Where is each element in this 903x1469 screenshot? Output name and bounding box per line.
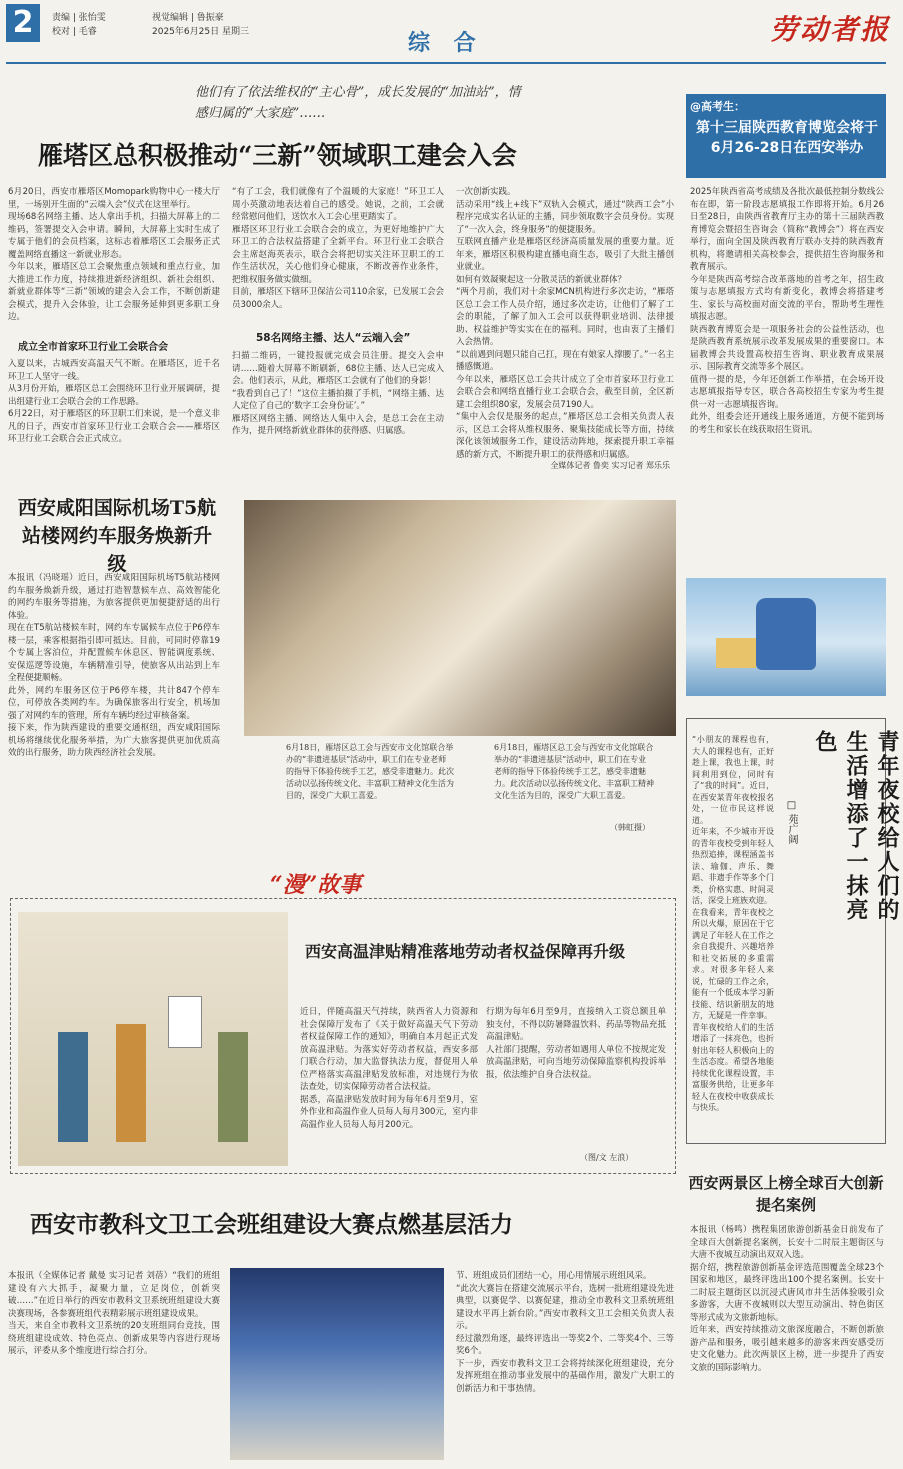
exam-illustration [686,578,886,696]
photo-caption-left: 6月18日，雁塔区总工会与西安市文化馆联合举办的“非遗进基层”活动中，职工们在专业老师的指导下体验传统手工艺，感受非遗魅力。此次活动以弘扬传统文化、丰富职工精神文化生活为目的，深受广大职工喜爱。 [286,743,454,800]
article4-text: 本报讯（杨鸣）携程集团旅游创新基金日前发布了全球百大创新提名案例，长安十二时辰主题街区与大唐不夜城互动演出双双入选。 据介绍，携程旅游创新基金评选范围覆盖全球23个国家和地区，最终评选出100个提名案例。长安十二时辰主题街区以沉浸式唐风市井生活体验吸引众多游客，大唐不夜城则以大型互动演出、特色街区等形式成为文旅新地标。 近年来，西安持续推动文旅深度融合，不断创新旅游产品和服务，吸引越来越多的游客来西安感受历史文化魅力。此次两景区上榜，进一步提升了西安文旅的国际影响力。 [690,1225,884,1373]
notice-icon [168,996,202,1048]
article1-byline: 全媒体记者 鲁奕 实习记者 郑乐乐 [550,461,670,470]
books-icon [716,638,756,668]
exam-text: 2025年陕西省高考成绩及各批次最低控制分数线公布在即，第一阶段志愿填报工作即将开始。6月26日至28日，由陕西省教育厅主办的第十三届陕西教育博览会暨招生咨询会（简称“教博会”）将在西安举行，面向全国及陕西教育厅联办支持的陕西教育机构，将邀请相关高校参会，提供招生咨询服务和教育展示。 今年是陕西高考综合改革落地的首考之年，招生政策与志愿填报方式均有新变化，教博会将搭建考生、家长与高校面对面交流的平台，帮助考生理性填报志愿。 陕西教育博览会是一项服务社会的公益性活动，也是陕西教育系统展示改革发展成果的重要窗口。本届教博会共设置高校招生咨询、职业教育成果展示、国际教育交流等多个展区。 值得一提的是，今年还创新工作举措，在会场开设志愿填报指导专区，联合各高校招生专家为考生提供一对一志愿填报咨询。 此外，组委会还开通线上服务通道，方便不能到场的考生和家长在线获取招生资讯。 [690,187,884,435]
article1-subhead1: 成立全市首家环卫行业工会联合会 [18,342,168,353]
editorial-title: 青年夜校给人们的生活增添了一抹亮色 [812,730,900,922]
editorial-author: □ 苑广阔 [786,800,797,845]
article1-col2b: 扫描二维码，一键投报就完成会员注册。提交入会申请……随着大屏幕不断刷新，68位主播、达人已完成入会。他们表示，从此，雁塔区工会就有了他们的身影！ “我看到自己了！”这位主播拍摄了手机，“网络主播、达人定位了自己的‘数字工会身份证’。” 雁塔区网络主播、网络达人集中入会，是总工会在主动作为，提升网络新就业群体的获得感、归属感。 [232,351,444,436]
photo-credit: （韩虹摄） [610,823,650,832]
article1-col1b: 入夏以来，古城西安高温天气不断。在雁塔区，近千名环卫工人坚守一线。 从3月份开始，雁塔区总工会围绕环卫行业开展调研，提出组建行业工会联合会的工作思路。 6月22日，对于雁塔区的环卫职工们来说，是一个意义非凡的日子，西安市首家环卫行业工会联合会——雁塔区环卫行业工会联合会正式成立。 [8,359,220,444]
vision-editor: 视觉编辑 | 鲁振豪 [152,13,224,23]
contest-photo [230,1268,444,1460]
article1-subhead2: 58名网络主播、达人“云端入会” [256,332,411,344]
header-rule [6,62,886,64]
workshop-photo [244,500,676,736]
article2-text: 本报讯（冯晓瑶）近日，西安咸阳国际机场T5航站楼网约车服务焕新升级，通过打造智慧候车点、高效智能化的网约车服务等措施，为旅客提供更加便捷舒适的出行体验。 现在在T5航站楼候车时，网约车专属候车点位于P6停车楼一层，乘客根据指引即可抵达。目前，可同时停靠19个专属上客泊位，并配置候车休息区、智能调度系统、安保巡逻等设施，车辆精准引导，使旅客从出站到上车全程便捷顺畅。 此外，网约车服务区位于P6停车楼，共计847个停车位，可停放各类网约车。为确保旅客出行安全，机场加强了对网约车的管理，所有车辆均经过审核备案。 接下来，作为陕西建设的重要交通枢纽，西安咸阳国际机场将继续优化服务举措，为广大旅客提供更加优质高效的出行服务，助力陕西经济社会发展。 [8,573,220,758]
section-title: 综 合 [408,31,484,56]
article1-col3: 一次创新实践。 活动采用“线上+线下”双轨入会模式，通过“陕西工会”小程序完成实名认证的主播，同步领取数字会员身份。实现了“一次入会，终身服务”的便捷服务。 互联网直播产业是雁塔区经济高质量发展的重要力量。近年来，雁塔区积极构建直播电商生态，吸引了大批主播创业就业。 如何有效凝聚起这一分散灵活的新就业群体？ “两个月前，我们对十余家MCN机构进行多次走访，“雁塔区总工会工作人员介绍，通过多次走访，让他们了解了工会的职能，了解了加入工会可以获得职业培训、法律援助、权益维护等实实在在的福利。同时，也由衷了主播们入会热情。 “以前遇到问题只能自己扛，现在有娘家人撑腰了。”一名主播感慨道。 今年以来，雁塔区总工会共计成立了全市首家环卫行业工会联合会和网络直播行业工会联合会，截至目前，全区新建工会组织80家，发展会员7190人。 “集中入会仅是服务的起点，”雁塔区总工会相关负责人表示，区总工会将从维权服务、聚集技能成长等方面，持续深化该领域服务工作，建设活动阵地，探索提升职工幸福感的新方式，不断提升职工的获得感和归属感。 [456,187,674,460]
comic-text2: 行期为每年6月至9月，直接纳入工资总额且单独支付，不得以防暑降温饮料、药品等物品充抵高温津贴。 人社部门提醒，劳动者如遇用人单位不按规定发放高温津贴，可向当地劳动保障监察机构投诉举报，依法维护自身合法权益。 [486,1007,666,1080]
worker-figure [116,1024,146,1142]
issue-date: 2025年6月25日 星期三 [152,27,249,37]
worker-figure [58,1032,88,1142]
editor-line2: 校对 | 毛睿 [52,27,97,37]
page-number: 2 [6,4,40,42]
comic-illustration [18,912,288,1166]
photo-caption-right: 6月18日，雁塔区总工会与西安市文化馆联合举办的“非遗进基层”活动中，职工们在专业老师的指导下体验传统手工艺，感受非遗魅力。此次活动以弘扬传统文化、丰富职工精神文化生活为目的，深受广大职工喜爱。 [494,743,654,800]
comic-credit: （图/文 左浪） [580,1153,634,1162]
comic-text: 近日，伴随高温天气持续，陕西省人力资源和社会保障厅发布了《关于做好高温天气下劳动者权益保障工作的通知》，明确自本月起正式发放高温津贴。为落实好劳动者权益，西安多部门联合行动，加大监督执法力度，督促用人单位严格落实高温津贴发放标准，对违规行为依法查处，切实保障劳动者合法权益。 据悉，高温津贴发放时间为每年6月至9月，室外作业和高温作业人员每人每月300元，室内非高温作业人员每人每月200元。 [300,1007,478,1130]
article3-col3: 节、班组成员们团结一心，用心用情展示班组风采。 “此次大赛旨在搭建交流展示平台，选树一批班组建设先进典型，以赛促学、以赛促建，推动全市教科文卫系统班组建设水平再上新台阶。”西安市教科文卫工会相关负责人表示。 经过激烈角逐，最终评选出一等奖2个、二等奖4个、三等奖6个。 下一步，西安市教科文卫工会将持续深化班组建设，充分发挥班组在推动事业发展中的基础作用，激发广大职工的创新活力和干事热情。 [456,1271,674,1394]
exam-title: 第十三届陕西教育博览会将于6月26-28日在西安举办 [696,120,878,156]
backpack-icon [756,598,816,670]
comic-label: “漫”故事 [270,872,362,898]
article1-col1: 6月20日，西安市雁塔区Momopark购物中心一楼大厅里，一场别开生面的“云端入会”仪式在这里举行。 现场68名网络主播、达人拿出手机，扫描大屏幕上的二维码，签署提交入会申请。瞬间，大屏幕上实时生成了专属于他们的会员档案，这标志着雁塔区工会服务正式覆盖网络直播这一新就业形态。 今年以来，雁塔区总工会聚焦重点领域和重点行业，加大推进工作力度，持续推进新经济组织、新社会组织、新就业群体等“三新”领域的建会入会工作，不断创新建会模式，提升入会体验，让工会服务延伸到更多职工身边。 [8,187,220,322]
article2-title: 西安咸阳国际机场T5航站楼网约车服务焕新升级 [17,497,217,575]
article4-title: 西安两景区上榜全球百大创新提名案例 [688,1174,884,1214]
comic-title: 西安高温津贴精准落地劳动者权益保障再升级 [304,942,625,961]
editor-line1: 责编 | 张怡雯 [52,13,106,23]
article1-col2: “有了工会，我们就像有了个温暖的大家庭！”环卫工人周小英激动地表达着自己的感受。她说，之前，工会就经常慰问他们，送饮水入工会心里更踏实了。 雁塔区环卫行业工会联合会的成立，为更好地维护广大环卫工的合法权益搭建了全新平台。环卫行业工会联合会主席赵海英表示，联合会将把切实关注环卫职工的工作生活状况，关心他们身心健康，不断改善作业条件，把维权服务做实做细。 目前，雁塔区下辖环卫保洁公司110余家，已发展工会会员3000余人。 [232,187,444,310]
worker-figure [218,1032,248,1142]
article3-title: 西安市教科文卫工会班组建设大赛点燃基层活力 [30,1211,513,1238]
masthead-logo: 劳动者报 [770,13,891,46]
article1-title: 雁塔区总积极推动“三新”领域职工建会入会 [38,141,517,170]
article3-col1: 本报讯（全媒体记者 戴曼 实习记者 刘蓓）“我们的班组建设有六大抓手，凝聚力量，立足岗位，创新突破……”在近日举行的西安市教科文卫系统班组建设大赛决赛现场，各参赛班组代表精彩展示班组建设成果。 当天，来自全市教科文卫系统的20支班组同台竞技，围绕班组建设成效、特色亮点、创新成果等内容进行现场展示，评委从多个维度进行综合打分。 [8,1271,220,1356]
editorial-text: “小朋友的课程也有，大人的课程也有，正好趁上课，我也上课，时间利用到位，同时有了“我的时间”。近日，在西安某青年夜校报名处，一位市民这样说道。 近年来，不少城市开设的青年夜校受到年轻人热烈追捧，课程涵盖书法、瑜伽、声乐、舞蹈、非遗手作等多个门类，价格实惠、时间灵活，深受上班族欢迎。 在我看来，青年夜校之所以火爆，原因在于它满足了年轻人在工作之余自我提升、兴趣培养和社交拓展的多重需求。对很多年轻人来说，忙碌的工作之余，能有一个低成本学习新技能、结识新朋友的地方，无疑是一件幸事。 青年夜校给人们的生活增添了一抹亮色，也折射出年轻人积极向上的生活态度。希望各地能持续优化课程设置，丰富服务供给，让更多年轻人在夜校中收获成长与快乐。 [692,735,774,1112]
exam-tag: @高考生： [690,100,745,113]
lead-line: 他们有了依法维权的“主心骨”，成长发展的“加油站”，情感归属的“大家庭”…… [195,85,521,121]
